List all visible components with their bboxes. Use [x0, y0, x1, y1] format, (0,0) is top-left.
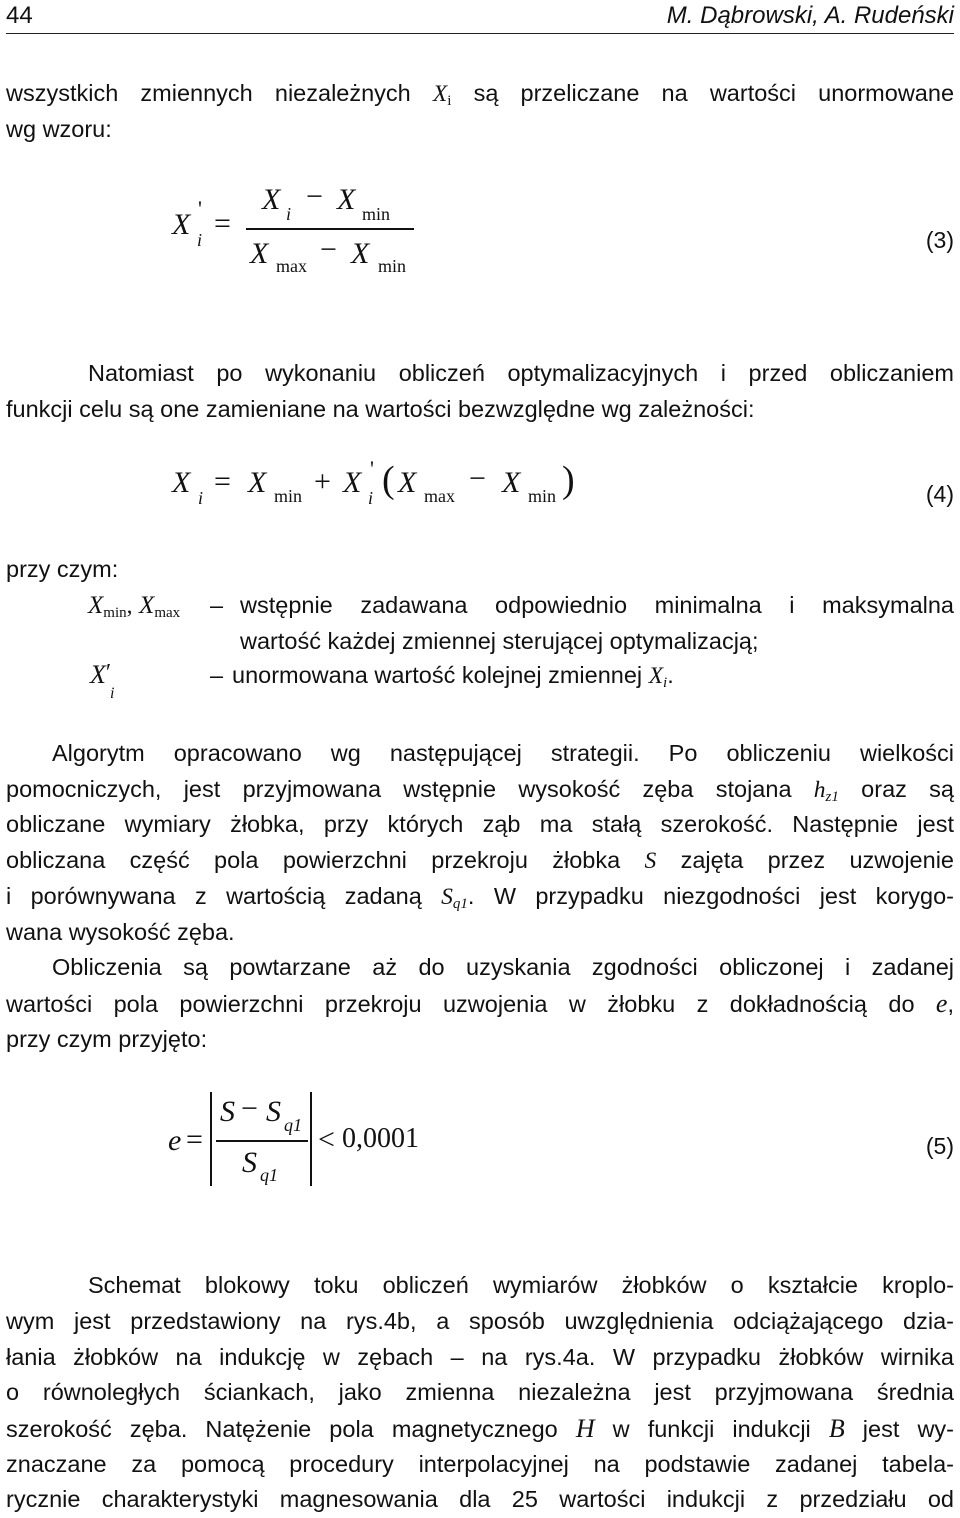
- definition-min-max-text-1: wstępnie zadawana odpowiednio minimalna i maksymalna: [240, 592, 954, 618]
- equation-4-label: (4): [925, 481, 954, 507]
- paragraph-transform-line-1: Natomiast po wykonaniu obliczeń optymalizacyjnych i przed obliczaniem: [88, 360, 954, 386]
- intro-line-1: wszystkich zmiennych niezależnych $X_i$ są przeliczane na wartości unormowane: [6, 80, 955, 109]
- abs-bar-left: [210, 1092, 212, 1186]
- definition-min-max-dash: –: [210, 592, 224, 618]
- paragraph-transform-line-2: funkcji celu są one zamieniane na wartości bezwzględne wg zależności:: [6, 396, 755, 422]
- intro-line-2: wg wzoru:: [6, 116, 112, 142]
- definition-min-max-symbol: $X_{min}$, $X_{max}$: [88, 592, 181, 621]
- fraction-bar-eq5: [216, 1140, 308, 1142]
- definition-normalized-dash: –: [210, 662, 224, 688]
- equation-3-label: (3): [925, 227, 954, 253]
- where-title: przy czym:: [6, 556, 119, 582]
- fraction-bar-eq3: [246, 228, 414, 230]
- definition-min-max-text-2: wartość każdej zmiennej sterującej optymalizacją;: [240, 628, 759, 654]
- page-number: 44: [6, 2, 33, 29]
- header-rule: [6, 33, 954, 34]
- definition-normalized-subscript: i: [110, 685, 115, 702]
- equation-5-label: (5): [925, 1133, 954, 1159]
- running-header-authors: M. Dąbrowski, A. Rudeński: [666, 2, 954, 29]
- definition-normalized-symbol: X′: [90, 660, 112, 689]
- definition-normalized-text: unormowana wartość kolejnej zmiennej $X_i$.: [232, 662, 674, 691]
- abs-bar-right: [310, 1092, 312, 1186]
